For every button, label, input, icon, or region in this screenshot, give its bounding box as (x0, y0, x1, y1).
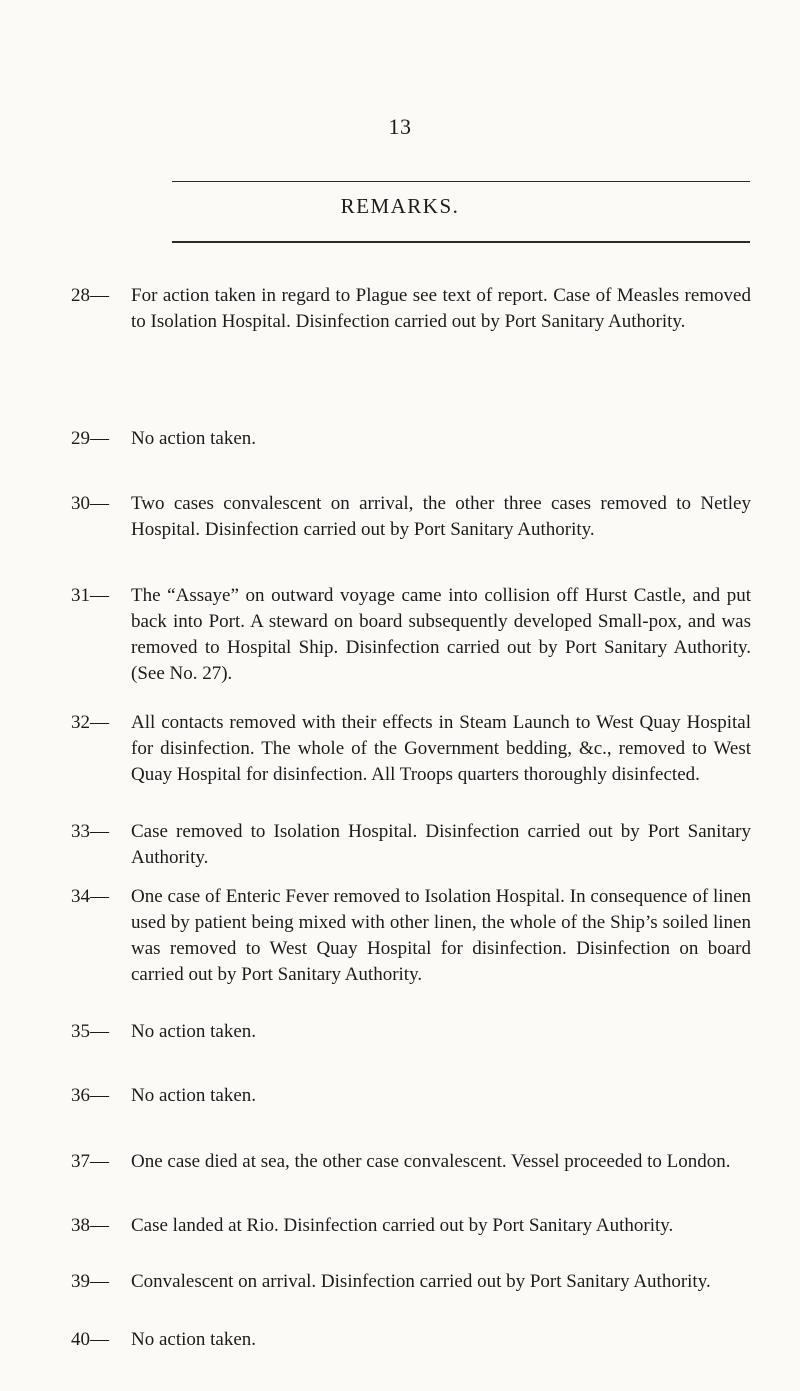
remark-text: The “Assaye” on outward voyage came into collision off Hurst Castle, and put back into Port. A steward on board subsequently developed Small-pox, and was removed to Hospital Ship. Disinfection carried out by Port Sanitary Authority. (See No. 27). (131, 585, 751, 684)
remark-39 (71, 1269, 751, 1295)
remark-32 (71, 710, 751, 788)
remark-text: Two cases convalescent on arrival, the other three cases removed to Netley Hospital. Disinfection carried out by Port Sanitary Authority. (131, 493, 751, 540)
remark-number: 33— (71, 821, 109, 842)
remark-30 (71, 491, 751, 543)
remark-number: 31— (71, 585, 109, 606)
remark-29 (71, 426, 751, 452)
remark-text: Case removed to Isolation Hospital. Disinfection carried out by Port Sanitary Authority. (131, 821, 751, 868)
remark-33 (71, 819, 751, 871)
remark-40 (71, 1327, 751, 1353)
remark-number: 30— (71, 493, 109, 514)
remark-text: No action taken. (131, 1085, 257, 1106)
remark-text: One case of Enteric Fever removed to Isolation Hospital. In consequence of linen used by patient being mixed with other linen, the whole of the Ship’s soiled linen was removed to West Quay Hospital for disinfection. Disinfection on board carried out by Port Sanitary Authority. (131, 886, 751, 985)
remarks-heading: REMARKS. (340, 194, 460, 218)
remark-36 (71, 1083, 751, 1109)
remark-number: 36— (71, 1085, 109, 1106)
remark-number: 34— (71, 886, 109, 907)
remark-number: 38— (71, 1215, 109, 1236)
remark-number: 32— (71, 712, 109, 733)
remark-38 (71, 1213, 751, 1239)
page-number: 13 (388, 114, 412, 139)
remark-28 (71, 283, 751, 335)
remark-number: 35— (71, 1021, 109, 1042)
remark-number: 39— (71, 1271, 109, 1292)
remark-text: Convalescent on arrival. Disinfection carried out by Port Sanitary Authority. (131, 1271, 711, 1292)
remark-text: Case landed at Rio. Disinfection carried out by Port Sanitary Authority. (131, 1215, 674, 1236)
remark-number: 29— (71, 428, 109, 449)
heading-rule-top (172, 181, 750, 182)
remark-text: No action taken. (131, 1021, 257, 1042)
remark-34 (71, 884, 751, 988)
remark-37 (71, 1149, 751, 1175)
remark-number: 37— (71, 1151, 109, 1172)
remark-text: No action taken. (131, 1329, 257, 1350)
remark-text: One case died at sea, the other case convalescent. Vessel proceeded to London. (131, 1151, 731, 1172)
remark-text: All contacts removed with their effects in Steam Launch to West Quay Hospital for disinfection. The whole of the Government bedding, &c., removed to West Quay Hospital for disinfection. All Troops quarters thoroughly disinfected. (131, 712, 751, 785)
heading-rule-bottom (172, 241, 750, 243)
remark-35 (71, 1019, 751, 1045)
remark-31 (71, 583, 751, 687)
remark-number: 28— (71, 285, 109, 306)
remark-text: No action taken. (131, 428, 257, 449)
remark-text: For action taken in regard to Plague see text of report. Case of Measles removed to Isolation Hospital. Disinfection carried out by Port Sanitary Authority. (131, 285, 751, 332)
remark-number: 40— (71, 1329, 109, 1350)
